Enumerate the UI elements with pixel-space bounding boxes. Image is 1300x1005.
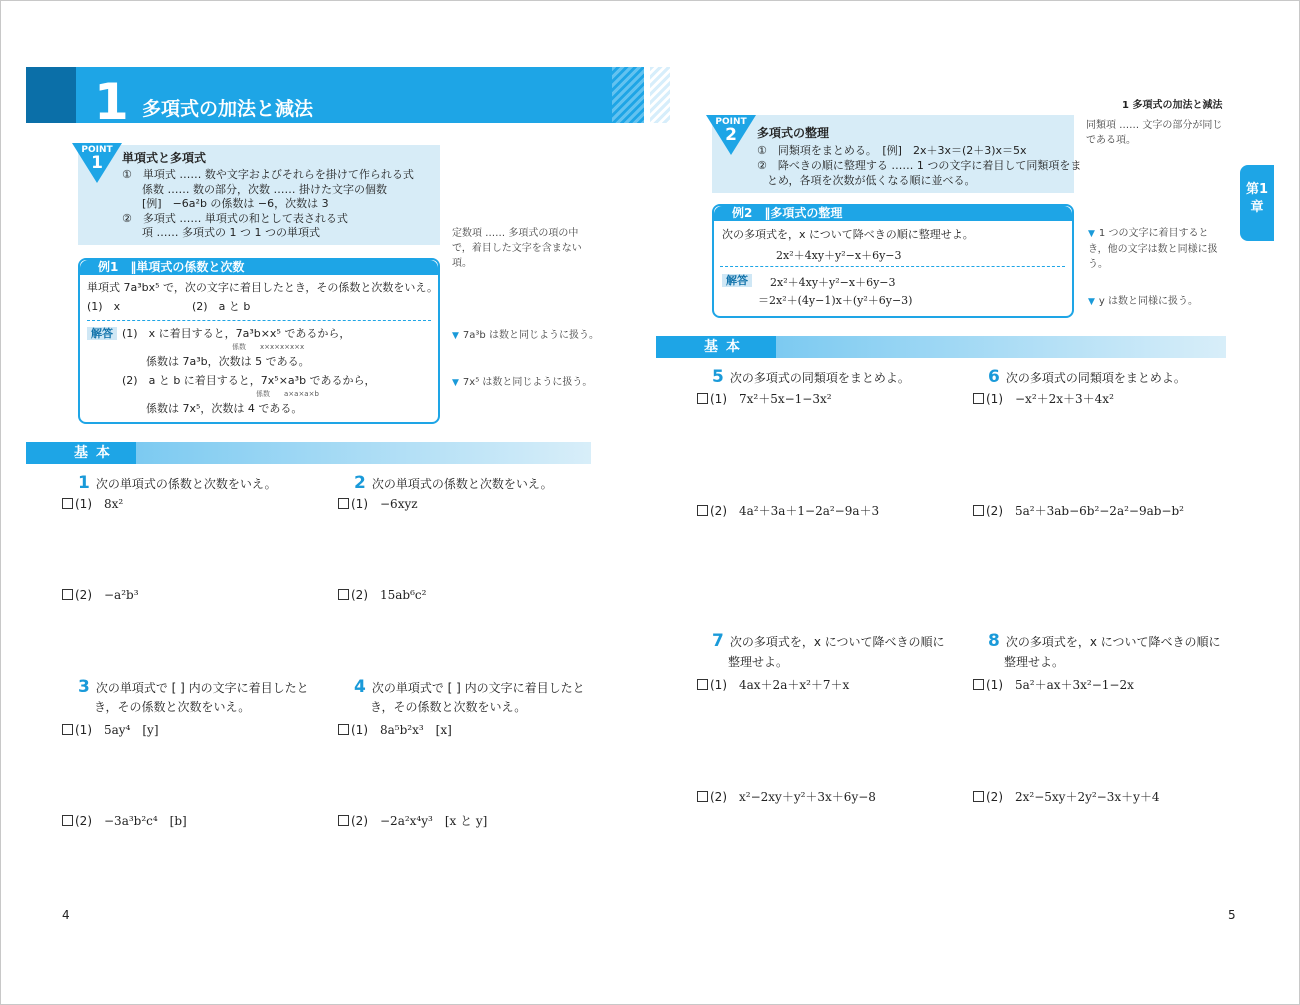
example2-answer-1: 2x²＋4xy＋y²−x＋6y−3 (770, 276, 896, 289)
problem-1-sub2[interactable]: (2) −a²b³ (62, 588, 139, 602)
checkbox[interactable] (697, 393, 708, 404)
example1-answer-tag: 解答 (87, 327, 117, 340)
checkbox[interactable] (697, 679, 708, 690)
example2-divider (720, 266, 1065, 267)
page-number-left: 4 (62, 908, 70, 922)
note-3: ▼ 1 つの文字に着目するとき，他の文字は数と同様に扱う。 (1088, 228, 1218, 270)
kihon-bar-left (136, 442, 591, 464)
chapter-side-tab: 第1章 (1240, 165, 1274, 241)
checkbox[interactable] (62, 815, 73, 826)
problem-8-sub2[interactable]: (2) 2x²−5xy＋2y²−3x＋y＋4 (973, 788, 1160, 805)
problem-2-sub1[interactable]: (1) −6xyz (338, 497, 418, 511)
example1-a1b: 係数は 7a³b，次数は 5 である。 (146, 355, 310, 368)
problem-3: 3 次の単項式で [ ] 内の文字に着目したと (78, 677, 309, 697)
point1-label: POINT (81, 145, 113, 155)
point1-line2: 係数 …… 数の部分，次数 …… 掛けた文字の個数 (142, 183, 387, 196)
checkbox[interactable] (62, 498, 73, 509)
example2-answer-2: ＝2x²＋(4y−1)x＋(y²＋6y−3) (758, 294, 913, 307)
point1-line1: ① 単項式 …… 数や文字およびそれらを掛けて作られる式 (122, 168, 414, 181)
example1-divider (87, 320, 431, 321)
checkbox[interactable] (697, 791, 708, 802)
running-head: 1 多項式の加法と減法 (1122, 100, 1223, 111)
problem-5: 5 次の多項式の同類項をまとめよ。 (712, 367, 910, 387)
problem-1-sub1[interactable]: (1) 8x² (62, 497, 123, 511)
problem-6: 6 次の多項式の同類項をまとめよ。 (988, 367, 1186, 387)
problem-8-line2: 整理せよ。 (1004, 655, 1065, 669)
checkbox[interactable] (338, 498, 349, 509)
problem-4-sub2[interactable]: (2) −2a²x⁴y³ [x と y] (338, 812, 487, 829)
chapter-header-accent (26, 67, 76, 123)
side-note-teisu: 定数項 …… 多項式の項の中で，着目した文字を含まない項。 (452, 228, 582, 269)
example1-a1: (1) x に着目すると，7a³b×x⁵ であるから， (122, 327, 351, 340)
chapter-header-pattern (612, 67, 644, 123)
example2-answer-tag: 解答 (722, 274, 752, 287)
point2-line2: ② 降べきの順に整理する …… 1 つの文字に着目して同類項をま (757, 159, 1082, 172)
problem-6-sub2[interactable]: (2) 5a²＋3ab−6b²−2a²−9ab−b² (973, 502, 1184, 519)
checkbox[interactable] (697, 505, 708, 516)
chapter-header-pattern-light (650, 67, 670, 123)
checkbox[interactable] (338, 724, 349, 735)
checkbox[interactable] (973, 791, 984, 802)
point1-line5: 項 …… 多項式の 1 つ 1 つの単項式 (142, 226, 320, 239)
point2-label: POINT (715, 117, 747, 127)
problem-3-sub1[interactable]: (1) 5ay⁴ [y] (62, 721, 159, 738)
problem-4-line2: き，その係数と次数をいえ。 (370, 700, 527, 714)
problem-7: 7 次の多項式を，x について降べきの順に (712, 631, 945, 651)
example1-a1-sub: 係数 x×x×x×x×x (232, 343, 305, 351)
example1-a2b: 係数は 7x⁵，次数は 4 である。 (146, 402, 303, 415)
checkbox[interactable] (62, 724, 73, 735)
point1-line3: [例] −6a²b の係数は −6，次数は 3 (142, 197, 329, 210)
point2-title: 多項式の整理 (757, 126, 830, 140)
point1-num: 1 (91, 153, 103, 173)
problem-3-line2: き，その係数と次数をいえ。 (94, 700, 251, 714)
problem-5-sub2[interactable]: (2) 4a²＋3a＋1−2a²−9a＋3 (697, 502, 879, 519)
kihon-bar-right (776, 336, 1226, 358)
example2-question: 次の多項式を，x について降べきの順に整理せよ。 (722, 228, 974, 241)
example1-a2: (2) a と b に着目すると，7x⁵×a³b であるから， (122, 374, 376, 387)
checkbox[interactable] (62, 589, 73, 600)
kihon-header-left: 基本 (26, 442, 136, 464)
side-note-dorui: 同類項 …… 文字の部分が同じである項。 (1086, 120, 1223, 146)
example2-header: 例2 ‖多項式の整理 (714, 206, 1072, 221)
example1-header: 例1 ‖単項式の係数と次数 (80, 260, 438, 275)
point1-title: 単項式と多項式 (122, 151, 207, 165)
problem-2-sub2[interactable]: (2) 15ab⁶c² (338, 588, 426, 602)
problem-3-sub2[interactable]: (2) −3a³b²c⁴ [b] (62, 812, 187, 829)
chapter-title: 多項式の加法と減法 (142, 98, 314, 120)
problem-8: 8 次の多項式を，x について降べきの順に (988, 631, 1221, 651)
point2-line3: とめ，各項を次数が低くなる順に並べる。 (767, 174, 976, 187)
point1-line4: ② 多項式 …… 単項式の和として表される式 (122, 212, 348, 225)
note-2: ▼ 7x⁵ は数と同じように扱う。 (452, 377, 593, 388)
problem-7-sub1[interactable]: (1) 4ax＋2a＋x²＋7＋x (697, 676, 849, 693)
checkbox[interactable] (973, 393, 984, 404)
problem-1: 1 次の単項式の係数と次数をいえ。 (78, 473, 277, 493)
problem-5-sub1[interactable]: (1) 7x²＋5x−1−3x² (697, 390, 832, 407)
page-number-right: 5 (1228, 908, 1236, 922)
checkbox[interactable] (338, 589, 349, 600)
note-1: ▼ 7a³b は数と同じように扱う。 (452, 330, 599, 341)
point2-num: 2 (725, 125, 737, 145)
point2-line1: ① 同類項をまとめる。 [例] 2x＋3x＝(2＋3)x＝5x (757, 144, 1027, 157)
checkbox[interactable] (973, 679, 984, 690)
problem-7-line2: 整理せよ。 (728, 655, 789, 669)
problem-7-sub2[interactable]: (2) x²−2xy＋y²＋3x＋6y−8 (697, 788, 876, 805)
chapter-number: 1 (94, 73, 129, 131)
problem-8-sub1[interactable]: (1) 5a²＋ax＋3x²−1−2x (973, 676, 1134, 693)
kihon-header-right: 基本 (656, 336, 776, 358)
problem-4-sub1[interactable]: (1) 8a⁵b²x³ [x] (338, 721, 452, 738)
checkbox[interactable] (973, 505, 984, 516)
checkbox[interactable] (338, 815, 349, 826)
problem-6-sub1[interactable]: (1) −x²＋2x＋3＋4x² (973, 390, 1114, 407)
example1-q1: (1) x (87, 300, 121, 313)
example1-question: 単項式 7a³bx⁵ で，次の文字に着目したとき，その係数と次数をいえ。 (87, 281, 439, 294)
problem-2: 2 次の単項式の係数と次数をいえ。 (354, 473, 553, 493)
example1-a2-sub: 係数 a×a×a×b (256, 390, 319, 398)
example2-expression: 2x²＋4xy＋y²−x＋6y−3 (776, 249, 902, 262)
example1-q2: (2) a と b (192, 300, 251, 313)
note-4: ▼ y は数と同様に扱う。 (1088, 296, 1199, 307)
problem-4: 4 次の単項式で [ ] 内の文字に着目したと (354, 677, 585, 697)
